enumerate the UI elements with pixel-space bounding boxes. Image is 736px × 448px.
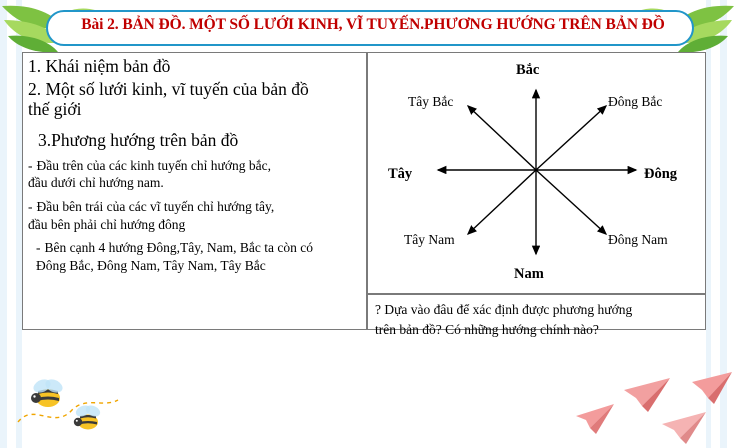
note-dash-1: -	[28, 157, 33, 173]
outline-item-2-line1: 2. Một số lưới kinh, vĩ tuyến của bản đồ	[28, 78, 309, 99]
compass-label-southwest: Tây Nam	[404, 232, 455, 247]
lesson-outline	[28, 56, 362, 280]
horizontal-divider	[366, 293, 706, 295]
compass-label-northwest: Tây Bắc	[408, 94, 454, 109]
page-title: Bài 2. BẢN ĐỒ. MỘT SỐ LƯỚI KINH, VĨ TUYẾN.PHƯƠNG HƯỚNG TRÊN BẢN ĐỒ	[81, 16, 665, 33]
compass-label-north: Bắc	[516, 62, 540, 78]
compass-label-west: Tây	[388, 166, 413, 182]
note-dash-2: -	[28, 199, 33, 215]
outline-item-2-line2: thế giới	[28, 99, 82, 120]
question-line-2: trên bản đồ? Có những hướng chính nào?	[375, 321, 599, 337]
note-text-3a: Bên cạnh 4 hướng Đông,Tây, Nam, Bắc ta còn có	[44, 240, 314, 256]
bee-icon	[22, 378, 68, 412]
compass-label-northeast: Đông Bắc	[608, 94, 663, 109]
note-text-1b: đầu dưới chỉ hướng nam.	[28, 175, 164, 191]
bee-icon-small	[66, 404, 106, 434]
outline-item-3: 3.Phương hướng trên bản đồ	[38, 129, 239, 150]
note-item-1	[28, 157, 362, 192]
paper-planes-decoration	[566, 368, 736, 448]
compass-label-southeast: Đông Nam	[608, 232, 668, 247]
compass-label-east: Đông	[644, 166, 678, 182]
note-text-3b: Đông Bắc, Đông Nam, Tây Nam, Tây Bắc	[36, 257, 266, 273]
note-item-2	[28, 198, 362, 233]
note-text-1a: Đầu trên của các kinh tuyến chỉ hướng bắc,	[36, 157, 271, 173]
compass-label-south: Nam	[514, 266, 544, 282]
note-text-2a: Đầu bên trái của các vĩ tuyến chỉ hướng tây,	[36, 199, 275, 215]
question-line-1: ? Dựa vào đâu để xác định được phương hướng	[375, 302, 633, 317]
question-text	[375, 300, 697, 339]
outline-item-1: 1. Khái niệm bản đồ	[28, 56, 171, 76]
note-text-2b: đầu bên phải chỉ hướng đông	[28, 216, 186, 232]
note-item-3	[36, 239, 362, 274]
note-dash-3: -	[36, 240, 41, 256]
compass-diagram	[368, 54, 705, 292]
